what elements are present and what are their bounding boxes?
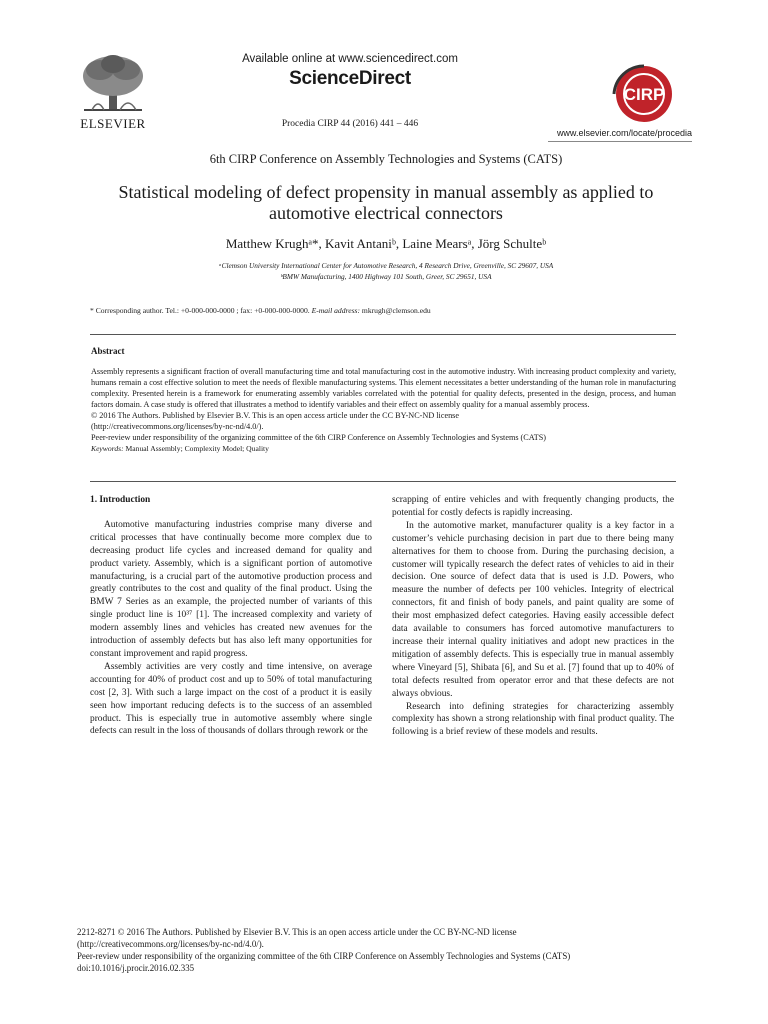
paragraph: Research into defining strategies for characterizing assembly complexity has shown a strong relationship with final product quality. The following is a brief review of these models and results. [392,701,674,738]
conference-name: 6th CIRP Conference on Assembly Technologies and Systems (CATS) [209,152,563,166]
affiliations [80,260,692,282]
keywords [91,443,676,454]
abstract-license-link[interactable]: (http://creativecommons.org/licenses/by-nc-nd/4.0/). [91,422,264,431]
paragraph-continuation: scrapping of entire vehicles and with frequently changing products, the potential for costly defects is rapidly increasing. [392,495,674,518]
cirp-logo-text: CIRP [623,85,665,104]
abstract-bottom-rule [90,481,676,482]
paragraph: Automotive manufacturing industries comprise many diverse and critical processes that have continually become more complex due to decreasing product life cycles and increased demand for quality and product variety. Assembly, which is a significant portion of automotive manufacturing, is a crucial part of the automotive production process and greatly contributes to the cost and quality of the final product. Using the BMW 7 Series as an example, the projected number of variants of this single product line is 10³⁷ [1]. The increased complexity and variety of modern assembly lines and vehicles has created new avenues for the introduction of assembly defects but has also left many opportunities for constant improvement and rapid progress. [90,519,372,659]
abstract-text: Assembly represents a significant fraction of overall manufacturing time and total manufacturing cost in the automotive industry. With increasing product complexity and variety, humans remain a cost effective solution to meet the needs of flexible manufacturing systems. This element necessitates a better understanding of the human role in manufacturing complexity. Presented herein is a framework for enumerating assembly variables correlated with the potential for quality defects, presented in the design, process, and human factors domain. A case study is offered that illustrates a method to identify variables and their effect on assembly quality for a manual assembly process. [91,367,676,409]
publisher-name: ELSEVIER [80,116,146,131]
abstract-top-rule [90,334,676,335]
header-divider [548,141,692,142]
footer-notice [77,926,687,974]
keywords-label: Keywords: [91,444,124,453]
journal-url-link[interactable]: www.elsevier.com/locate/procedia [556,128,692,138]
sciencedirect-wordmark: ScienceDirect [289,68,411,89]
abstract-heading: Abstract [91,346,125,356]
abstract-peer-review: Peer-review under responsibility of the organizing committee of the 6th CIRP Conference on Assembly Technologies and Systems (CATS) [91,433,547,442]
affiliation-b: ᵇBMW Manufacturing, 1400 Highway 101 South, Greer, SC 29651, USA [280,272,492,281]
footer-doi[interactable]: doi:10.1016/j.procir.2016.02.335 [77,963,195,973]
journal-citation: Procedia CIRP 44 (2016) 441 – 446 [281,119,419,129]
email-label: E-mail address: [311,306,361,315]
keywords-list: Manual Assembly; Complexity Model; Quality [125,444,269,453]
cirp-logo [606,64,682,124]
abstract-section [91,366,676,454]
footer-peer-review: Peer-review under responsibility of the organizing committee of the 6th CIRP Conference on Assembly Technologies and Systems (CATS) [77,951,571,961]
paragraph: Assembly activities are very costly and time intensive, on average accounting for 40% of product cost and up to 50% of total manufacturing cost [2, 3]. With such a large impact on the cost of a product it is easily seen how important reducing defects is to the success of an assembled product. This is especially true in automotive assembly where single defects can result in the loss of thousands of dollars through rework or the [90,661,372,737]
available-online-text: Available online at www.sciencedirect.com [242,53,458,65]
article-title: Statistical modeling of defect propensity in manual assembly as applied to automotive electrical connectors [118,182,654,223]
author-list: Matthew Krughᵃ*, Kavit Antaniᵇ, Laine Mearsᵃ, Jörg Schulteᵇ [225,236,547,251]
abstract-copyright: © 2016 The Authors. Published by Elsevier B.V. This is an open access article under the CC BY-NC-ND license [91,411,460,420]
left-column [90,494,372,738]
footer-license-link[interactable]: (http://creativecommons.org/licenses/by-nc-nd/4.0/). [77,939,264,949]
section-heading-introduction: 1. Introduction [90,495,151,505]
footer-issn-copyright: 2212-8271 © 2016 The Authors. Published by Elsevier B.V. This is an open access article under the CC BY-NC-ND license [77,927,517,937]
right-column [392,494,674,739]
affiliation-a: ᵃClemson University International Center for Automotive Research, 4 Research Drive, Greenville, SC 29607, USA [218,261,554,270]
paragraph: In the automotive market, manufacturer quality is a key factor in a customer’s vehicle purchasing decision in part due to there being many alternatives for them to choose from. During the purchasing decision, a customer will typically research the defect rates of vehicles to aid in their decision. One source of defect data that is used is J.D. Powers, who measure the number of defects per 100 vehicles. Integrity of electrical connectors, fit and finish of body panels, and paint quality are some of their most emphasized defect categories. Having easily accessible defect data available to consumers has forced automotive manufacturers to increase their internal quality initiatives and adopt new practices in the mitigation of assembly defects. This is especially true in manual assembly where Vineyard [5], Shibata [6], and Su et al. [7] found that up to 40% of total defects resulted from operator error and that these defects are not always obvious. [392,520,674,699]
corresponding-contact: * Corresponding author. Tel.: +0-000-000-0000 ; fax: +0-000-000-0000. [90,306,310,315]
email-address[interactable]: mkrugh@clemson.edu [361,306,431,315]
corresponding-author-note [90,306,690,315]
